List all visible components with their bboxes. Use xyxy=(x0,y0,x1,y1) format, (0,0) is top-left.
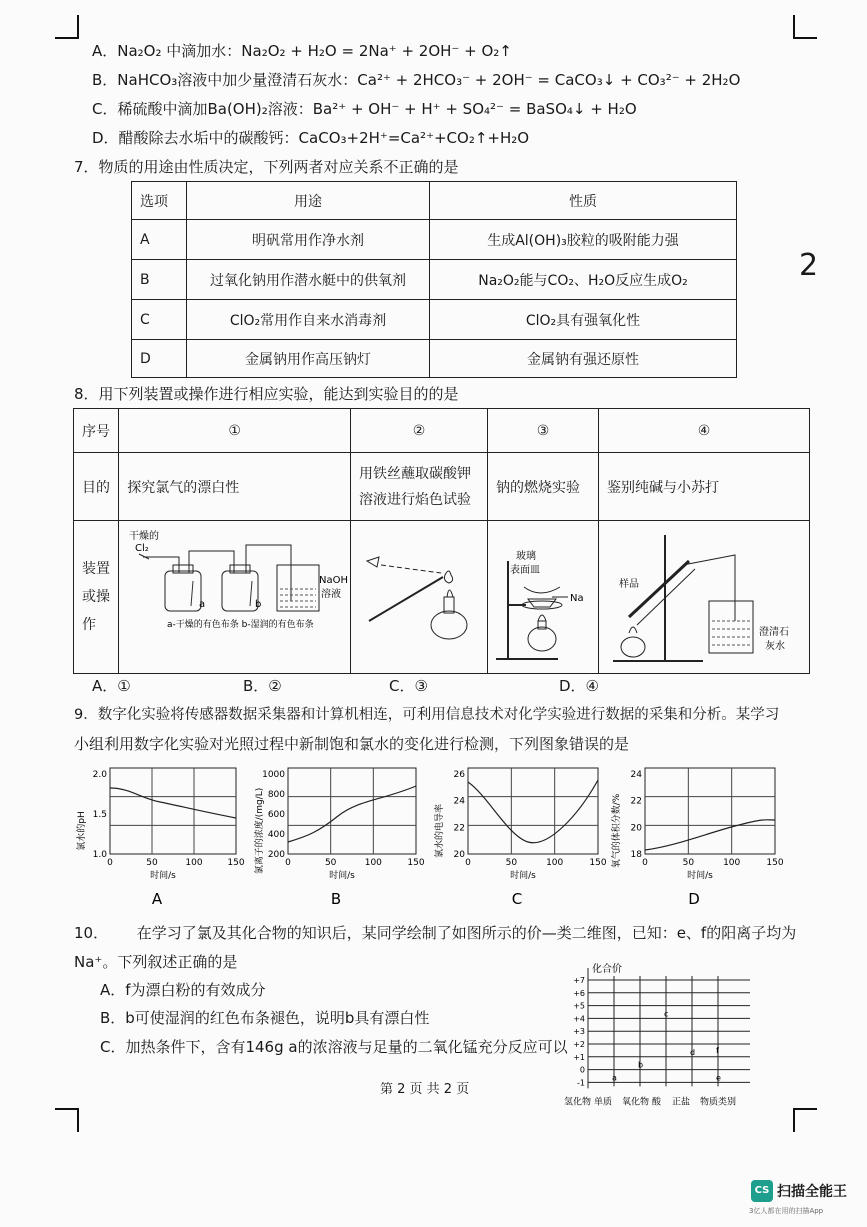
chart-ytick: +1 xyxy=(573,1052,585,1062)
q7-row-b-property: Na₂O₂能与CO₂、H₂O反应生成O₂ xyxy=(430,260,737,300)
q8-col-1: ① xyxy=(119,409,351,453)
chart-ytick: 0 xyxy=(579,1065,585,1075)
fig1-gas-label2: Cl₂ xyxy=(135,543,149,554)
q7-row-c-label: C xyxy=(132,300,187,340)
chart-xcat: 单质 xyxy=(594,1097,613,1108)
corner-mark-bottom-right xyxy=(793,1108,817,1132)
chart-xtick: 100 xyxy=(364,858,382,868)
chart-curve xyxy=(645,820,775,850)
chart-frame xyxy=(110,768,236,854)
chart-ylabel: 化合价 xyxy=(592,964,622,975)
chart-label: A xyxy=(151,890,163,908)
chart-xtick: 150 xyxy=(227,858,245,868)
chart-frame xyxy=(288,768,416,854)
fig1-naoh-label: NaOH xyxy=(319,575,349,586)
q7-row-a-property: 生成Al(OH)₃胶粒的吸附能力强 xyxy=(430,220,737,260)
chart-ytick: 22 xyxy=(453,823,465,834)
chart-xtick: 0 xyxy=(465,858,471,868)
chart-xtick: 150 xyxy=(407,858,425,868)
q8-answer-c: C．③ xyxy=(389,677,428,695)
q10-option-c: C．加热条件下，含有146g a的浓溶液与足量的二氧化锰充分反应可以 xyxy=(100,1038,568,1056)
chart-xcat: 氢化物 xyxy=(564,1097,592,1108)
fig3-na-label: Na xyxy=(569,593,584,604)
chart-xtick: 0 xyxy=(285,858,291,868)
chart-xtick: 100 xyxy=(546,858,564,868)
chart-ylabel: 氯离子的浓度/(mg/L) xyxy=(255,787,265,875)
q8-device-3 xyxy=(487,521,598,674)
chart-xtick: 50 xyxy=(682,858,695,868)
q7-row-c-use: ClO₂常用作自来水消毒剂 xyxy=(187,300,430,340)
fig3-dish-label: 表面皿 xyxy=(509,565,540,576)
chart-xlabel: 时间/s xyxy=(510,871,536,881)
q7-stem: 7．物质的用途由性质决定，下列两者对应关系不正确的是 xyxy=(74,158,459,176)
q9-chart-c xyxy=(433,768,607,908)
chart-ytick: +4 xyxy=(573,1014,585,1024)
q6-option-c: C．稀硫酸中滴加Ba(OH)₂溶液：Ba²⁺ + OH⁻ + H⁺ + SO₄²⁻ = BaSO₄↓ + H₂O xyxy=(92,100,637,118)
chart-ytick: +5 xyxy=(573,1001,585,1011)
chart-xtick: 50 xyxy=(505,858,518,868)
chart-xtick: 100 xyxy=(723,858,741,868)
chart-curve xyxy=(468,780,598,843)
q6-option-b: B．NaHCO₃溶液中加少量澄清石灰水：Ca²⁺ + 2HCO₃⁻ + 2OH⁻ = CaCO₃↓ + CO₃²⁻ + 2H₂O xyxy=(92,71,741,89)
chart-ytick: 200 xyxy=(267,850,285,860)
chart-label: D xyxy=(688,890,700,908)
q8-purpose-3: 钠的燃烧实验 xyxy=(487,453,598,521)
chart-frame xyxy=(645,768,775,854)
q8-device-label-line3: 作 xyxy=(82,617,96,633)
chart-ytick: 26 xyxy=(453,770,465,780)
q8-stem: 8．用下列装置或操作进行相应实验，能达到实验目的的是 xyxy=(74,385,459,403)
q8-device-4 xyxy=(599,521,810,674)
valence-class-chart xyxy=(560,962,780,1130)
q7-row-c-property: ClO₂具有强氧化性 xyxy=(430,300,737,340)
chart-ytick: 24 xyxy=(630,770,642,780)
fig1-gas-label1: 干燥的 xyxy=(129,531,160,542)
chart-label: C xyxy=(511,890,523,908)
q8-purpose-1: 探究氯气的漂白性 xyxy=(119,453,351,521)
corner-mark-top-left xyxy=(55,15,79,39)
q8-answer-a: A．① xyxy=(92,677,131,695)
q8-purpose-2-line1: 用铁丝蘸取碳酸钾 xyxy=(358,465,471,482)
chart-ytick: 20 xyxy=(453,850,465,860)
scanner-subtitle: 3亿人都在用的扫描App xyxy=(749,1207,824,1215)
chart-ytick: +7 xyxy=(573,976,585,985)
chart-ytick: 1000 xyxy=(262,770,285,780)
page-marker: 2 xyxy=(799,248,819,283)
q6-option-d: D．醋酸除去水垢中的碳酸钙：CaCO₃+2H⁺=Ca²⁺+CO₂↑+H₂O xyxy=(92,129,530,147)
scanner-logo: CS xyxy=(751,1180,773,1202)
chart-ytick: +3 xyxy=(573,1027,585,1037)
q8-purpose-2-line2: 溶液进行焰色试验 xyxy=(358,491,471,508)
corner-mark-bottom-left xyxy=(55,1108,79,1132)
q8-answer-d: D．④ xyxy=(559,677,599,695)
flame-test-figure xyxy=(351,521,487,669)
chart-point-label: c xyxy=(664,1009,669,1019)
q8-col-4: ④ xyxy=(599,409,810,453)
q9-chart-a xyxy=(75,768,245,908)
chart-xtick: 50 xyxy=(146,858,158,868)
q6-option-a: A．Na₂O₂ 中滴加水：Na₂O₂ + H₂O = 2Na⁺ + 2OH⁻ + O₂↑ xyxy=(92,42,512,60)
q7-header-use: 用途 xyxy=(187,182,430,220)
chart-xlabel: 时间/s xyxy=(687,871,713,881)
q9-stem-line1: 9．数字化实验将传感器数据采集器和计算机相连，可利用信息技术对化学实验进行数据的采集和分析。某学习 xyxy=(74,707,780,723)
chart-ytick: 22 xyxy=(630,796,642,807)
chart-xtick: 50 xyxy=(324,858,337,868)
chart-label: B xyxy=(330,890,342,908)
q8-device-label xyxy=(74,521,119,674)
q8-device-label-line1: 装置 xyxy=(82,561,110,577)
chart-ylabel: 氯水的pH xyxy=(77,811,87,851)
q8-device-1 xyxy=(119,521,351,674)
q10-option-a: A．f为漂白粉的有效成分 xyxy=(100,981,266,999)
page-footer: 第 2 页 共 2 页 xyxy=(380,1082,470,1097)
q9-stem-line2: 小组利用数字化实验对光照过程中新制饱和氯水的变化进行检测，下列图象错误的是 xyxy=(74,735,630,753)
chart-point-label: e xyxy=(716,1073,721,1083)
chart-ylabel: 氧气的体积分数/% xyxy=(612,793,622,869)
chart-xlabel: 时间/s xyxy=(329,871,355,881)
q8-answer-b: B．② xyxy=(243,677,282,695)
q7-row-a-label: A xyxy=(132,220,187,260)
q7-header-option: 选项 xyxy=(132,182,187,220)
chart-point-label: f xyxy=(716,1045,719,1055)
chart-ytick: 800 xyxy=(267,790,285,800)
chart-point-label: a xyxy=(612,1073,617,1083)
chart-ytick: 400 xyxy=(267,830,285,840)
chart-ytick: 24 xyxy=(453,796,465,807)
chart-ylabel: 氯水的电导率 xyxy=(435,803,445,859)
q8-table xyxy=(73,408,810,674)
q7-header-property: 性质 xyxy=(430,182,737,220)
chart-xcat: 氧化物 xyxy=(622,1097,650,1108)
chart-ytick: 2.0 xyxy=(92,770,107,780)
chart-ytick: 18 xyxy=(630,850,642,860)
chart-xtick: 100 xyxy=(185,858,203,868)
q9-charts xyxy=(70,760,800,920)
chart-ytick: +6 xyxy=(573,988,585,998)
fig1-solution-label: 溶液 xyxy=(321,589,342,600)
chart-xlabel: 时间/s xyxy=(150,871,176,881)
chart-ytick: -1 xyxy=(577,1078,585,1088)
chart-xtick: 0 xyxy=(107,858,113,868)
sodium-burning-figure xyxy=(488,521,598,669)
chart-point-label: b xyxy=(638,1060,644,1070)
chart-xtick: 0 xyxy=(642,858,648,868)
chart-point-label: d xyxy=(690,1047,696,1057)
chart-ytick: +2 xyxy=(573,1040,585,1049)
fig4-lime-label2: 灰水 xyxy=(765,641,785,652)
carbonate-decomposition-figure xyxy=(599,521,809,669)
q8-purpose-2 xyxy=(350,453,487,521)
chart-xtick: 150 xyxy=(589,858,607,868)
q9-chart-d xyxy=(610,768,784,908)
q10-option-b: B．b可使湿润的红色布条褪色，说明b具有漂白性 xyxy=(100,1009,430,1027)
q7-table xyxy=(131,181,737,378)
scanner-watermark xyxy=(745,1176,863,1222)
q9-chart-b xyxy=(253,768,425,908)
q7-row-d-label: D xyxy=(132,340,187,378)
q7-row-d-property: 金属钠有强还原性 xyxy=(430,340,737,378)
fig1-caption: a-干燥的有色布条 b-湿润的有色布条 xyxy=(167,620,314,630)
q7-row-b-use: 过氧化钠用作潜水艇中的供氧剂 xyxy=(187,260,430,300)
q8-device-2 xyxy=(350,521,487,674)
chart-ytick: 1.0 xyxy=(92,850,107,860)
scanner-title: 扫描全能王 xyxy=(777,1184,847,1200)
chart-curve xyxy=(110,788,236,818)
q8-device-label-line2: 或操 xyxy=(82,589,110,605)
q7-row-d-use: 金属钠用作高压钠灯 xyxy=(187,340,430,378)
q8-col-3: ③ xyxy=(487,409,598,453)
q8-seq-label: 序号 xyxy=(74,409,119,453)
chlorine-bottles-figure xyxy=(119,521,348,669)
fig3-glass-label: 玻璃 xyxy=(515,551,536,562)
fig1-a-label: a xyxy=(199,599,206,610)
q10-stem-line1: 10． 在学习了氯及其化合物的知识后，某同学绘制了如图所示的价—类二维图，已知：e、f的阳离子均为 xyxy=(74,924,797,942)
chart-frame xyxy=(468,768,598,854)
q8-col-2: ② xyxy=(350,409,487,453)
q8-purpose-4: 鉴别纯碱与小苏打 xyxy=(599,453,810,521)
q8-purpose-label: 目的 xyxy=(74,453,119,521)
chart-xtick: 150 xyxy=(766,858,784,868)
fig4-lime-label1: 澄清石 xyxy=(759,627,789,638)
chart-curve xyxy=(288,786,416,842)
q7-row-a-use: 明矾常用作净水剂 xyxy=(187,220,430,260)
fig4-sample-label: 样品 xyxy=(619,579,639,590)
fig1-b-label: b xyxy=(255,599,262,610)
chart-xcat: 酸 xyxy=(652,1097,662,1108)
chart-ytick: 600 xyxy=(267,810,285,820)
chart-xcat: 物质类别 xyxy=(700,1097,737,1108)
chart-xcat: 正盐 xyxy=(672,1097,691,1108)
chart-ytick: 20 xyxy=(630,823,642,834)
q7-row-b-label: B xyxy=(132,260,187,300)
corner-mark-top-right xyxy=(793,15,817,39)
q10-stem-line2: Na⁺。下列叙述正确的是 xyxy=(74,953,238,971)
chart-ytick: 1.5 xyxy=(92,810,107,820)
